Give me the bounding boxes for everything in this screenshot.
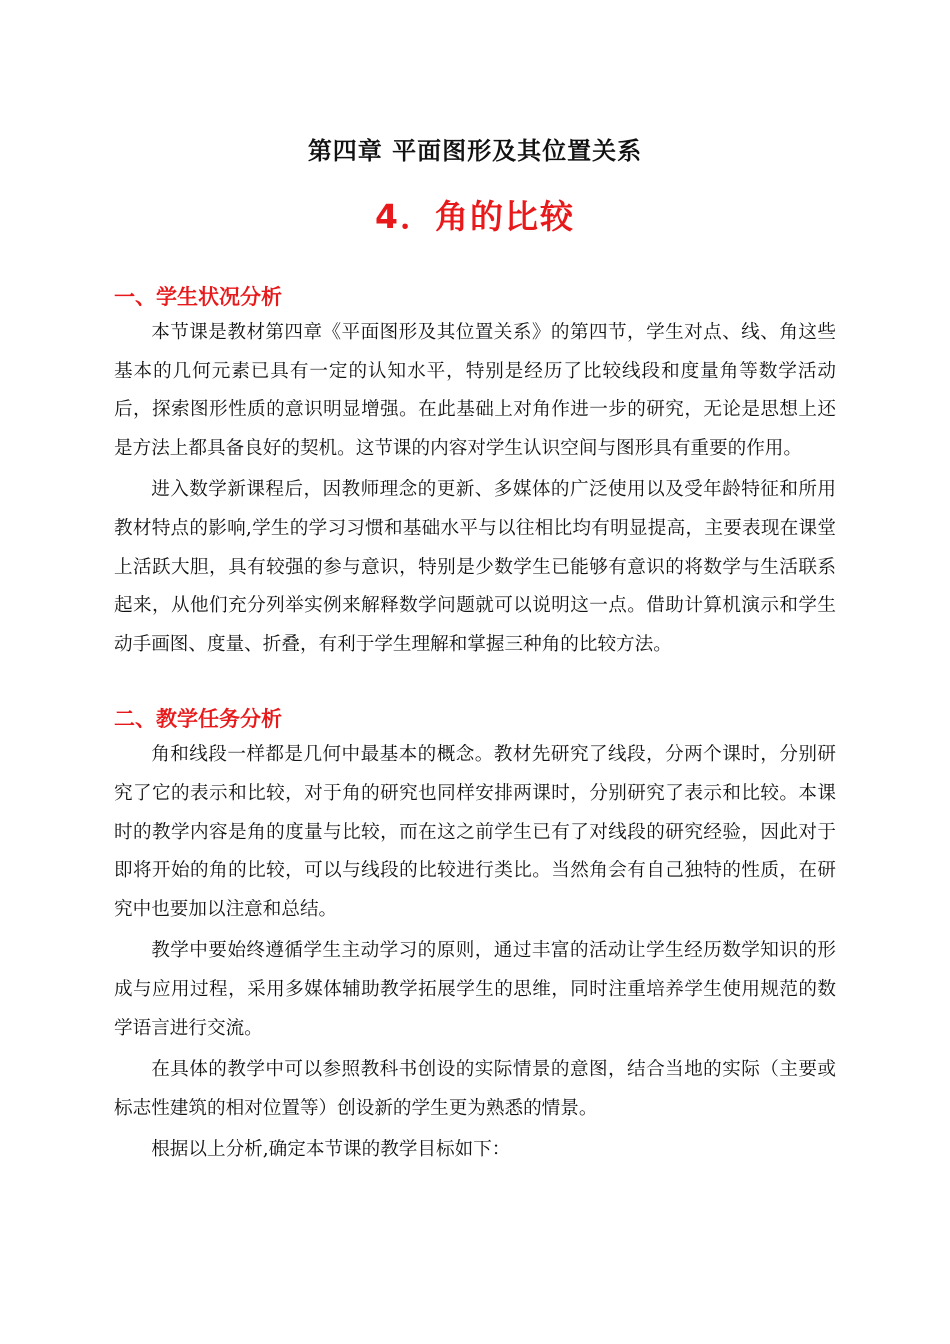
paragraph: 教学中要始终遵循学生主动学习的原则，通过丰富的活动让学生经历数学知识的形成与应用过程，采用多媒体辅助教学拓展学生的思维，同时注重培养学生使用规范的数学语言进行交流。 [114,940,836,1039]
document-body [114,280,836,1170]
paragraph: 根据以上分析,确定本节课的教学目标如下： [151,1139,511,1161]
chapter-title: 第四章 平面图形及其位置关系 [307,137,643,165]
paragraph: 本节课是教材第四章《平面图形及其位置关系》的第四节，学生对点、线、角这些基本的几何元素已具有一定的认知水平，特别是经历了比较线段和度量角等数学活动后，探索图形性质的意识明显增强。在此基础上对角作进一步的研究，无论是思想上还是方法上都具备良好的契机。这节课的内容对学生认识空间与图形具有重要的作用。 [114,322,836,459]
section-heading-student-analysis: 一、学生状况分析 [114,285,282,309]
paragraph: 进入数学新课程后，因教师理念的更新、多媒体的广泛使用以及受年龄特征和所用教材特点的影响,学生的学习习惯和基础水平与以往相比均有明显提高，主要表现在课堂上活跃大胆，具有较强的参与意识，特别是少数学生已能够有意识的将数学与生活联系起来，从他们充分列举实例来解释数学问题就可以说明这一点。借助计算机演示和学生动手画图、度量、折叠，有利于学生理解和掌握三种角的比较方法。 [114,479,836,655]
paragraph: 角和线段一样都是几何中最基本的概念。教材先研究了线段，分两个课时，分别研究了它的表示和比较，对于角的研究也同样安排两课时，分别研究了表示和比较。本课时的教学内容是角的度量与比较，而在这之前学生已有了对线段的研究经验，因此对于即将开始的角的比较，可以与线段的比较进行类比。当然角会有自己独特的性质，在研究中也要加以注意和总结。 [114,744,836,920]
lesson-title: 4．角的比较 [375,197,575,236]
paragraph: 在具体的教学中可以参照教科书创设的实际情景的意图，结合当地的实际（主要或标志性建筑的相对位置等）创设新的学生更为熟悉的情景。 [114,1059,836,1119]
section-heading-task-analysis: 二、教学任务分析 [114,707,282,732]
